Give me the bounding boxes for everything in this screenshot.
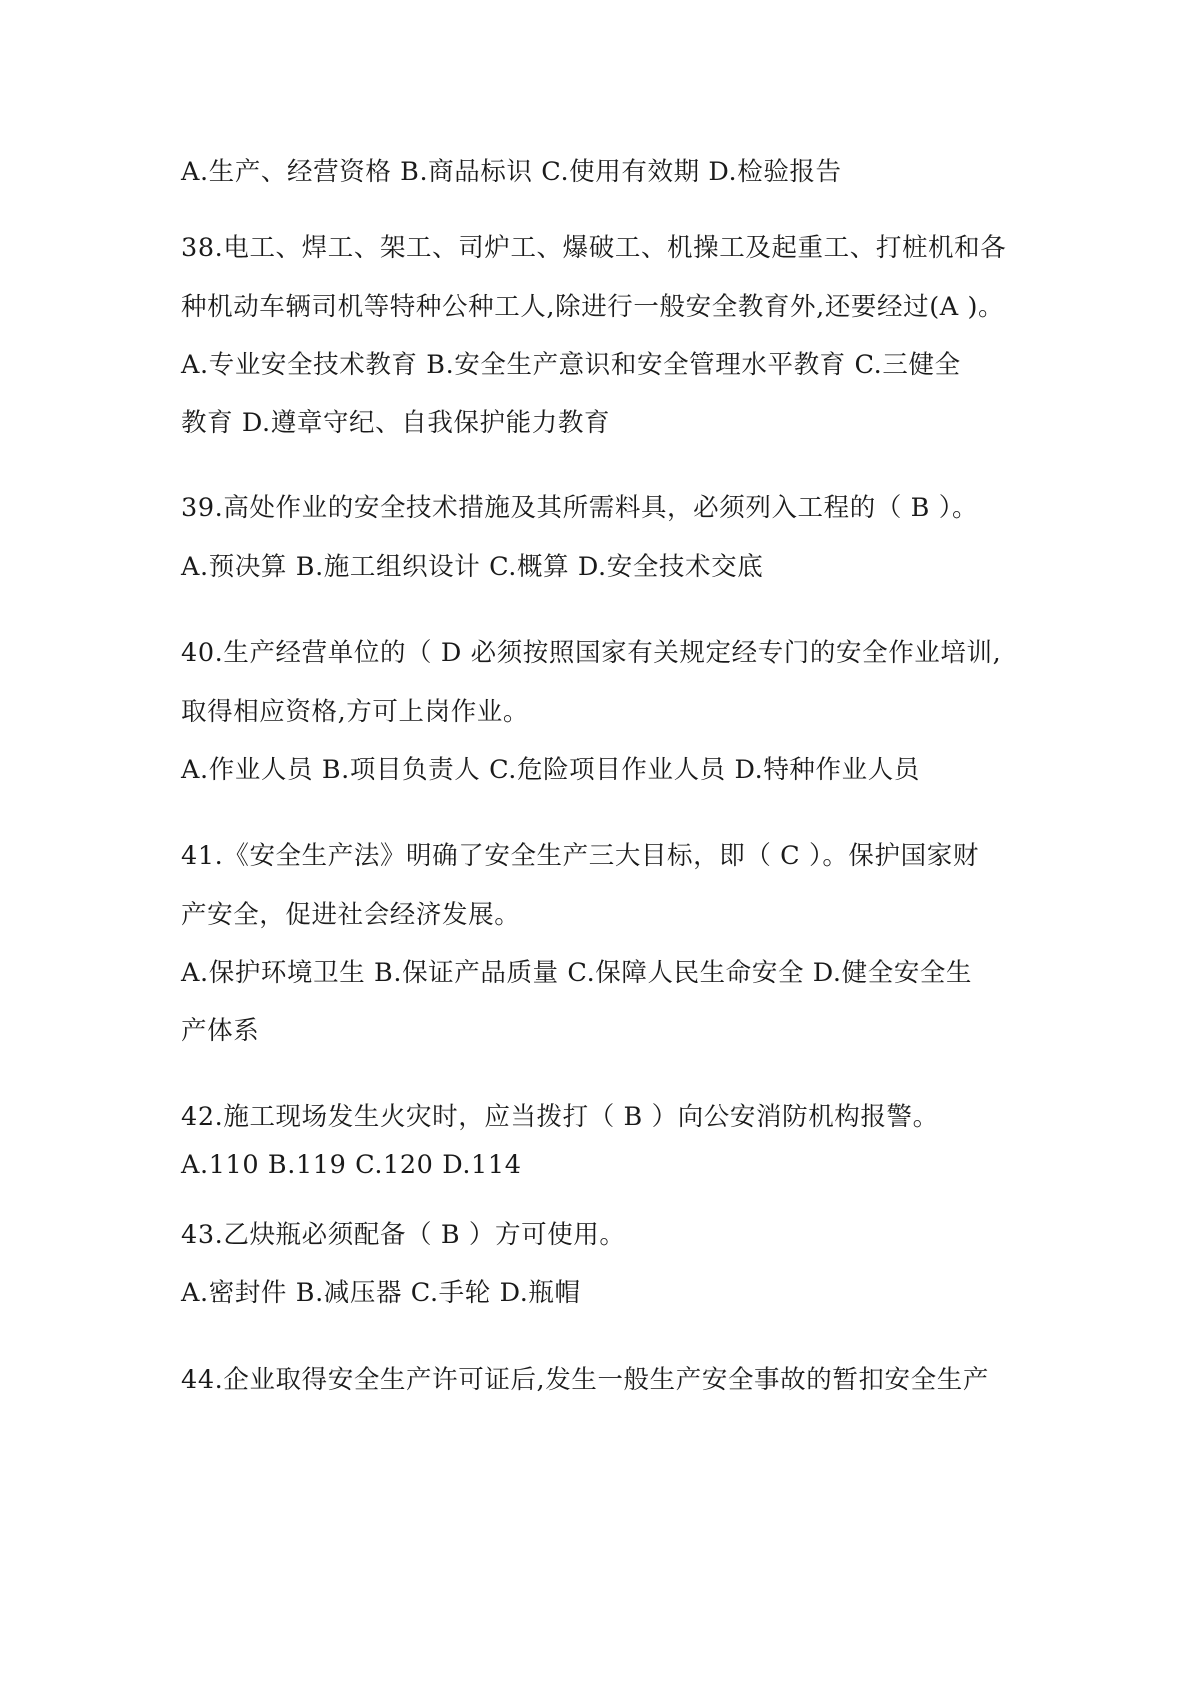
q40-question-line1: 40.生产经营单位的（ D 必须按照国家有关规定经专门的安全作业培训,	[181, 638, 1002, 668]
q39-options: A.预决算 B.施工组织设计 C.概算 D.安全技术交底	[181, 552, 764, 582]
q39-question: 39.高处作业的安全技术措施及其所需料具，必须列入工程的（ B ）。	[181, 493, 979, 523]
q41-options-line1: A.保护环境卫生 B.保证产品质量 C.保障人民生命安全 D.健全安全生	[181, 958, 973, 988]
q38-options-line2: 教育 D.遵章守纪、自我保护能力教育	[181, 408, 611, 438]
q38-options-line1: A.专业安全技术教育 B.安全生产意识和安全管理水平教育 C.三健全	[181, 350, 961, 380]
q41-question-line1: 41.《安全生产法》明确了安全生产三大目标，即（ C ）。保护国家财	[181, 841, 979, 871]
q42-options: A.110 B.119 C.120 D.114	[181, 1150, 522, 1180]
q37-options: A.生产、经营资格 B.商品标识 C.使用有效期 D.检验报告	[181, 157, 842, 187]
q40-options: A.作业人员 B.项目负责人 C.危险项目作业人员 D.特种作业人员	[181, 755, 920, 785]
q43-options: A.密封件 B.减压器 C.手轮 D.瓶帽	[181, 1278, 581, 1308]
q42-question: 42.施工现场发生火灾时，应当拨打（ B ）向公安消防机构报警。	[181, 1102, 939, 1132]
q41-options-line2: 产体系	[181, 1016, 260, 1046]
q38-question-line1: 38.电工、焊工、架工、司炉工、爆破工、机操工及起重工、打桩机和各	[181, 233, 1007, 263]
q43-question: 43.乙炔瓶必须配备（ B ）方可使用。	[181, 1220, 626, 1250]
q40-question-line2: 取得相应资格,方可上岗作业。	[181, 697, 530, 727]
q44-question-line1: 44.企业取得安全生产许可证后,发生一般生产安全事故的暂扣安全生产	[181, 1365, 989, 1395]
q38-question-line2: 种机动车辆司机等特种公种工人,除进行一般安全教育外,还要经过(A )。	[181, 292, 1005, 322]
q41-question-line2: 产安全，促进社会经济发展。	[181, 900, 521, 930]
